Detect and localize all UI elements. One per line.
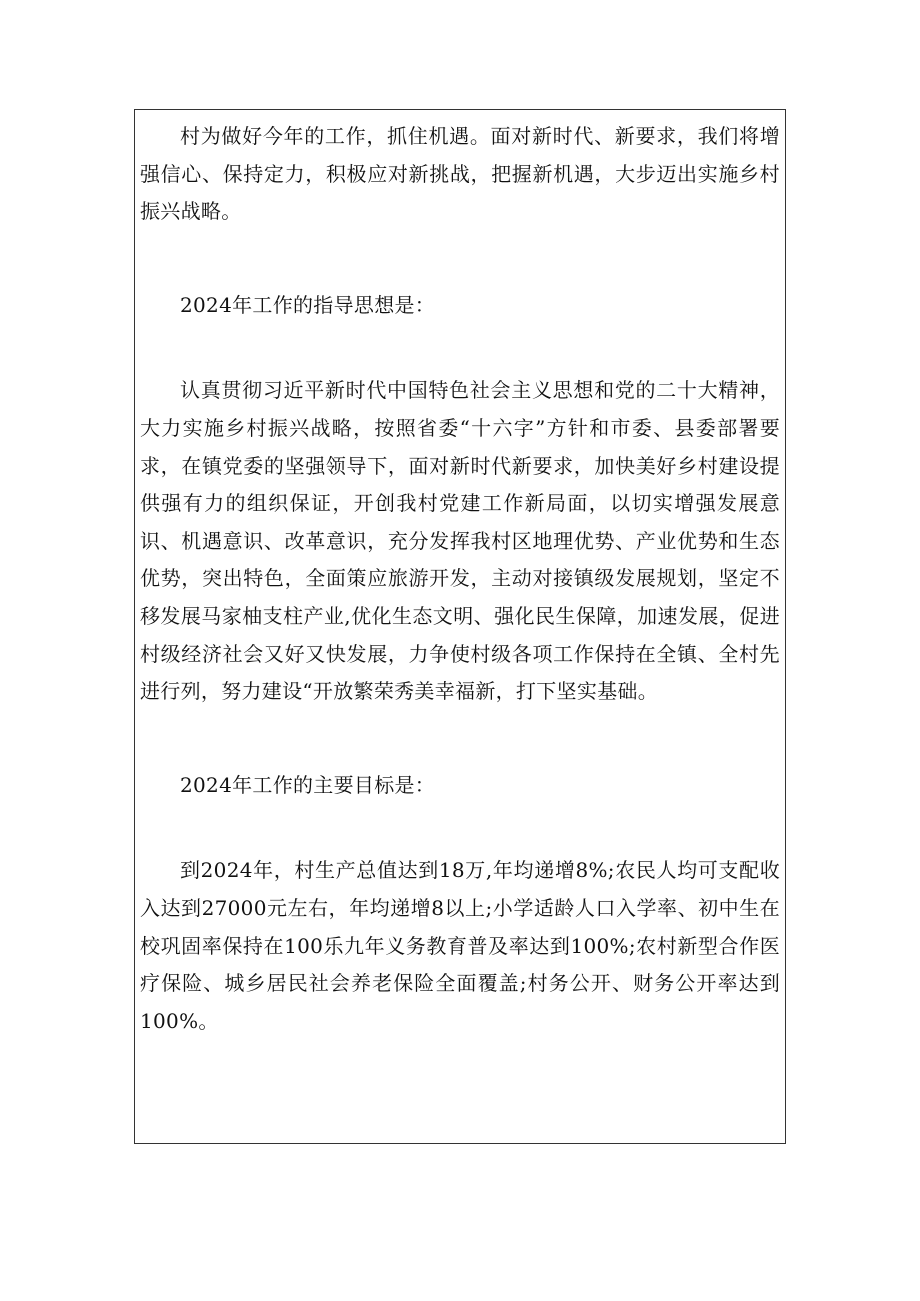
paragraph-spacer [140, 324, 780, 372]
paragraph-spacer [140, 711, 780, 767]
paragraph-guiding-ideology: 认真贯彻习近平新时代中国特色社会主义思想和党的二十大精神，大力实施乡村振兴战略，按照省委“十六字”方针和市委、县委部署要求，在镇党委的坚强领导下，面对新时代新要求，加快美好乡村建设提供强有力的组织保证，开创我村党建工作新局面，以切实增强发展意识、机遇意识、改革意识，充分发挥我村区地理优势、产业优势和生态优势，突出特色，全面策应旅游开发，主动对接镇级发展规划，坚定不移发展马家柚支柱产业,优化生态文明、强化民生保障，加速发展，促进村级经济社会又好又快发展，力争使村级各项工作保持在全镇、全村先进行列，努力建设“开放繁荣秀美幸福新，打下坚实基础。 [140, 378, 780, 704]
paragraph-main-goals: 到2024年，村生产总值达到18万,年均递增8%;农民人均可支配收入达到27000元左右，年均递增8以上;小学适龄人口入学率、初中生在校巩固率保持在100乐九年义务教育普及率达到100%;农村新型合作医疗保险、城乡居民社会养老保险全面覆盖;村务公开、财务公开率达到100%。 [140, 858, 780, 1033]
heading-guiding-ideology: 2024年工作的指导思想是： [180, 292, 436, 317]
paragraph-intro: 村为做好今年的工作，抓住机遇。面对新时代、新要求，我们将增强信心、保持定力，积极应对新挑战，把握新机遇，大步迈出实施乡村振兴战略。 [140, 124, 780, 224]
paragraph-spacer [140, 231, 780, 287]
paragraph-spacer [140, 804, 780, 852]
document-body [140, 118, 780, 1040]
heading-main-goals: 2024年工作的主要目标是： [180, 772, 436, 797]
